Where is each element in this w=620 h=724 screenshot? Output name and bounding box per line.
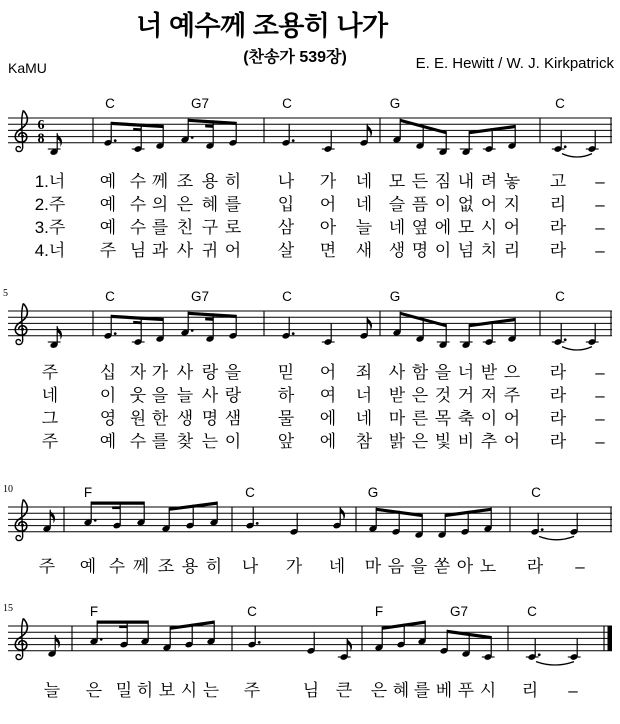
lyric-syllable: 리 (521, 681, 539, 700)
lyric-syllable: 을 (410, 557, 428, 576)
lyric-syllable: 놓 (503, 172, 521, 191)
lyric-syllable: 에 (319, 409, 337, 428)
lyric-syllable: 짐 (434, 172, 452, 191)
lyric-syllable: 삼 (277, 218, 295, 237)
lyric-syllable: 을 (151, 386, 169, 405)
lyric-syllable: 앞 (277, 432, 295, 451)
beam (91, 502, 144, 505)
time-signature-upper: 6 (37, 118, 45, 133)
augmentation-dot (564, 145, 567, 148)
lyric-syllable: 가 (319, 172, 337, 191)
lyric-syllable: 은 (370, 681, 388, 700)
lyric-syllable: 믿 (277, 363, 295, 382)
lyric-syllable: 어 (503, 432, 521, 451)
lyric-syllable: 어 (224, 241, 242, 260)
lyric-syllable: 받 (480, 363, 498, 382)
lyric-syllable: 예 (99, 432, 117, 451)
lyric-syllable: 의 (151, 195, 169, 214)
augmentation-dot (94, 519, 97, 522)
lyric-syllable: 용 (201, 172, 219, 191)
lyric-syllable: 히 (205, 557, 223, 576)
song-title: 너 예수께 조용히 나가 (136, 11, 388, 41)
lyric-syllable: 1.너 (34, 172, 66, 191)
beam-16th-stub (133, 321, 141, 324)
lyric-syllable: 없 (457, 195, 475, 214)
final-barline-thick (608, 626, 613, 651)
augmentation-dot (191, 329, 194, 332)
lyric-syllable: 로 (224, 218, 242, 237)
lyric-syllable: 늘 (355, 218, 373, 237)
tie (539, 536, 574, 539)
tie (562, 347, 592, 350)
lyric-syllable: 아 (456, 557, 474, 576)
chord-symbol: C (555, 289, 565, 304)
augmentation-dot (538, 653, 541, 656)
chord-symbol: C (105, 289, 115, 304)
lyric-syllable: 면 (319, 241, 337, 260)
lyric-syllable: 수 (129, 195, 147, 214)
lyric-syllable: 으 (503, 363, 521, 382)
augmentation-dot (292, 139, 295, 142)
eighth-flag (50, 510, 55, 524)
lyric-syllable: 라 (549, 386, 567, 405)
lyric-syllable: 어 (480, 195, 498, 214)
lyric-syllable: 옆 (411, 218, 429, 237)
lyric-syllable: 구 (201, 218, 219, 237)
lyric-syllable: 께 (132, 557, 150, 576)
lyric-syllable: 든 (411, 172, 429, 191)
lyric-syllable: 사 (176, 363, 194, 382)
lyric-syllable: 시 (479, 681, 497, 700)
lyric-syllable: 네 (388, 218, 406, 237)
lyric-syllable: 나 (241, 557, 259, 576)
augmentation-dot (292, 332, 295, 335)
beam (111, 122, 163, 128)
lyric-syllable: 지 (503, 195, 521, 214)
lyric-syllable: 이 (99, 386, 117, 405)
beam-16th-stub (205, 318, 213, 321)
lyric-syllable: 어 (503, 409, 521, 428)
chord-symbol: C (527, 604, 537, 619)
lyric-syllable: – (595, 409, 605, 428)
chord-symbol: C (247, 604, 257, 619)
time-signature-lower: 8 (37, 131, 45, 147)
tie (562, 154, 592, 157)
chord-symbol: G7 (449, 604, 469, 619)
lyric-syllable: 참 (355, 432, 373, 451)
lyric-syllable: 혜 (392, 681, 410, 700)
lyric-syllable: 랑 (201, 363, 219, 382)
lyric-syllable: 아 (319, 218, 337, 237)
lyric-syllable: 네 (355, 409, 373, 428)
lyric-syllable: 자 (129, 363, 147, 382)
lyric-syllable: 너 (355, 386, 373, 405)
lyric-syllable: 추 (480, 432, 498, 451)
lyric-syllable: 3.주 (34, 218, 66, 237)
lyric-syllable: 음 (387, 557, 405, 576)
lyric-syllable: 라 (549, 218, 567, 237)
augmentation-dot (564, 338, 567, 341)
lyric-syllable: 랑 (224, 386, 242, 405)
lyric-syllable: 큰 (335, 681, 353, 700)
lyric-syllable: 축 (457, 409, 475, 428)
lyric-syllable: 친 (176, 218, 194, 237)
lyric-syllable: 슬 (388, 195, 406, 214)
lyric-syllable: – (575, 557, 585, 576)
lyric-syllable: – (595, 241, 605, 260)
lyric-syllable: 에 (319, 432, 337, 451)
lyric-syllable: 주 (99, 241, 117, 260)
lyric-syllable: 늘 (43, 681, 61, 700)
composer-credit: E. E. Hewitt / W. J. Kirkpatrick (415, 55, 614, 72)
lyric-syllable: 를 (224, 195, 242, 214)
lyric-syllable: 마 (388, 409, 406, 428)
lyric-syllable: 웃 (129, 386, 147, 405)
lyric-syllable: 히 (136, 681, 154, 700)
lyric-syllable: 밝 (388, 432, 406, 451)
lyric-syllable: 한 (151, 409, 169, 428)
lyric-syllable: 생 (176, 409, 194, 428)
lyric-syllable: 넘 (457, 241, 475, 260)
chord-symbol: C (245, 485, 255, 500)
lyric-syllable: 혜 (201, 195, 219, 214)
lyric-syllable: 노 (479, 557, 497, 576)
lyric-syllable: 새 (355, 241, 373, 260)
lyric-syllable: 사 (388, 363, 406, 382)
augmentation-dot (256, 522, 259, 525)
lyric-syllable: 은 (85, 681, 103, 700)
lyric-syllable: 네 (355, 195, 373, 214)
lyric-syllable: 주 (41, 432, 59, 451)
beam-16th-stub (112, 506, 120, 509)
lyric-syllable: – (595, 432, 605, 451)
lyric-syllable: 른 (411, 409, 429, 428)
eighth-flag (55, 635, 60, 649)
lyric-syllable: 수 (129, 432, 147, 451)
chord-symbol: F (83, 485, 93, 500)
chord-symbol: C (555, 96, 565, 111)
lyric-syllable: 예 (99, 218, 117, 237)
tie (536, 662, 574, 665)
lyric-syllable: 는 (202, 681, 220, 700)
lyric-syllable: 쏟 (433, 557, 451, 576)
lyric-syllable: 리 (503, 241, 521, 260)
lyric-syllable: 빛 (434, 432, 452, 451)
lyric-syllable: 히 (224, 172, 242, 191)
lyric-syllable: 치 (480, 241, 498, 260)
chord-symbol: F (89, 604, 99, 619)
lyric-syllable: 수 (129, 218, 147, 237)
chord-symbol: C (105, 96, 115, 111)
lyric-syllable: 에 (434, 218, 452, 237)
lyric-syllable: 이 (224, 432, 242, 451)
lyric-syllable: 그 (41, 409, 59, 428)
lyric-syllable: 예 (99, 195, 117, 214)
lyric-syllable: 내 (457, 172, 475, 191)
lyric-syllable: 조 (176, 172, 194, 191)
chord-symbol: G (389, 96, 401, 111)
measure-number: 10 (3, 484, 13, 495)
lyric-syllable: 예 (79, 557, 97, 576)
lyric-syllable: 가 (285, 557, 303, 576)
lyric-syllable: 원 (129, 409, 147, 428)
chord-symbol: G (389, 289, 401, 304)
lyric-syllable: 라 (526, 557, 544, 576)
lyric-syllable: 목 (434, 409, 452, 428)
lyric-syllable: 를 (151, 218, 169, 237)
lyric-syllable: 죄 (355, 363, 373, 382)
lyric-syllable: 를 (151, 432, 169, 451)
measure-number: 15 (3, 603, 13, 614)
lyric-syllable: 받 (388, 386, 406, 405)
beam-16th-stub (119, 625, 127, 628)
lyric-syllable: 귀 (201, 241, 219, 260)
lyric-syllable: 것 (434, 386, 452, 405)
lyric-syllable: – (595, 386, 605, 405)
hymn-number-subtitle: (찬송가 539장) (243, 49, 347, 66)
lyric-syllable: 주 (503, 386, 521, 405)
lyric-syllable: 주 (38, 557, 56, 576)
lyric-syllable: 사 (176, 241, 194, 260)
lyric-syllable: 보 (158, 681, 176, 700)
lyric-syllable: 께 (151, 172, 169, 191)
treble-clef-icon (15, 303, 27, 344)
lyric-syllable: 는 (201, 432, 219, 451)
chord-symbol: G7 (190, 96, 210, 111)
lyric-syllable: 이 (434, 195, 452, 214)
chord-symbol: C (282, 96, 292, 111)
lyric-syllable: 나 (277, 172, 295, 191)
lyric-syllable: – (595, 195, 605, 214)
augmentation-dot (541, 528, 544, 531)
lyric-syllable: 네 (328, 557, 346, 576)
lyric-syllable: 라 (549, 363, 567, 382)
lyric-syllable: 라 (549, 241, 567, 260)
treble-clef-icon (15, 110, 27, 151)
lyric-syllable: 사 (201, 386, 219, 405)
lyric-syllable: 이 (480, 409, 498, 428)
lyric-syllable: 샘 (224, 409, 242, 428)
lyric-syllable: 고 (549, 172, 567, 191)
lyric-syllable: 픔 (411, 195, 429, 214)
lyric-syllable: – (595, 218, 605, 237)
lyric-syllable: 푸 (457, 681, 475, 700)
left-credit: KaMU (8, 60, 47, 76)
beam-16th-stub (133, 128, 141, 131)
lyric-syllable: 어 (503, 218, 521, 237)
lyric-syllable: 네 (355, 172, 373, 191)
lyric-syllable: 명 (201, 409, 219, 428)
treble-clef-icon (15, 499, 27, 540)
lyric-syllable: 이 (434, 241, 452, 260)
lyric-syllable: 생 (388, 241, 406, 260)
lyric-syllable: 시 (180, 681, 198, 700)
beam (97, 621, 148, 624)
lyric-syllable: – (595, 172, 605, 191)
lyric-syllable: 주 (243, 681, 261, 700)
lyric-syllable: – (568, 681, 578, 700)
lyric-syllable: 시 (480, 218, 498, 237)
lyric-syllable: 수 (108, 557, 126, 576)
chord-symbol: C (531, 485, 541, 500)
lyric-syllable: 너 (457, 363, 475, 382)
eighth-flag (57, 326, 62, 340)
lyric-syllable: 네 (41, 386, 59, 405)
lyric-syllable: 살 (277, 241, 295, 260)
lyric-syllable: 어 (319, 363, 337, 382)
chord-symbol: G7 (190, 289, 210, 304)
lyric-syllable: 님 (129, 241, 147, 260)
lyric-syllable: 입 (277, 195, 295, 214)
chord-symbol: C (282, 289, 292, 304)
lyric-syllable: 4.너 (34, 241, 66, 260)
augmentation-dot (100, 638, 103, 641)
lyric-syllable: 비 (457, 432, 475, 451)
chord-symbol: F (374, 604, 384, 619)
augmentation-dot (114, 332, 117, 335)
lyric-syllable: 조 (157, 557, 175, 576)
staff-system (8, 96, 612, 260)
lyric-syllable: 함 (411, 363, 429, 382)
lyric-syllable: 하 (277, 386, 295, 405)
lyric-syllable: 베 (435, 681, 453, 700)
eighth-flag (57, 133, 62, 147)
lyric-syllable: 과 (151, 241, 169, 260)
staff-system (3, 288, 612, 451)
lyric-syllable: 찾 (176, 432, 194, 451)
lyric-syllable: 거 (457, 386, 475, 405)
lyric-syllable: – (595, 363, 605, 382)
lyric-syllable: 명 (411, 241, 429, 260)
lyric-syllable: 은 (411, 386, 429, 405)
augmentation-dot (114, 139, 117, 142)
beam-16th-stub (205, 125, 213, 128)
lyric-syllable: 물 (277, 409, 295, 428)
lyric-syllable: 라 (549, 409, 567, 428)
lyric-syllable: 예 (99, 172, 117, 191)
lyric-syllable: 여 (319, 386, 337, 405)
beam (111, 315, 163, 321)
lyric-syllable: 은 (411, 432, 429, 451)
lyric-syllable: 십 (99, 363, 117, 382)
lyric-syllable: 님 (302, 681, 320, 700)
lyric-syllable: 라 (549, 432, 567, 451)
staff-system (3, 603, 612, 700)
lyric-syllable: 주 (41, 363, 59, 382)
lyric-syllable: 영 (99, 409, 117, 428)
treble-clef-icon (15, 618, 27, 659)
lyric-syllable: 려 (480, 172, 498, 191)
lyric-syllable: 가 (151, 363, 169, 382)
augmentation-dot (191, 136, 194, 139)
lyric-syllable: 2.주 (34, 195, 66, 214)
lyric-syllable: 을 (224, 363, 242, 382)
lyric-syllable: 저 (480, 386, 498, 405)
measure-number: 5 (3, 288, 8, 299)
lyric-syllable: 모 (457, 218, 475, 237)
lyric-syllable: 를 (413, 681, 431, 700)
lyric-syllable: 모 (388, 172, 406, 191)
lyric-syllable: 마 (364, 557, 382, 576)
lyric-syllable: 밀 (115, 681, 133, 700)
augmentation-dot (258, 641, 261, 644)
staff-system (3, 484, 612, 576)
lyric-syllable: 을 (434, 363, 452, 382)
lyric-syllable: 리 (549, 195, 567, 214)
lyric-syllable: 늘 (176, 386, 194, 405)
chord-symbol: G (367, 485, 379, 500)
lyric-syllable: 은 (176, 195, 194, 214)
lyric-syllable: 어 (319, 195, 337, 214)
lyric-syllable: 용 (181, 557, 199, 576)
lyric-syllable: 수 (129, 172, 147, 191)
